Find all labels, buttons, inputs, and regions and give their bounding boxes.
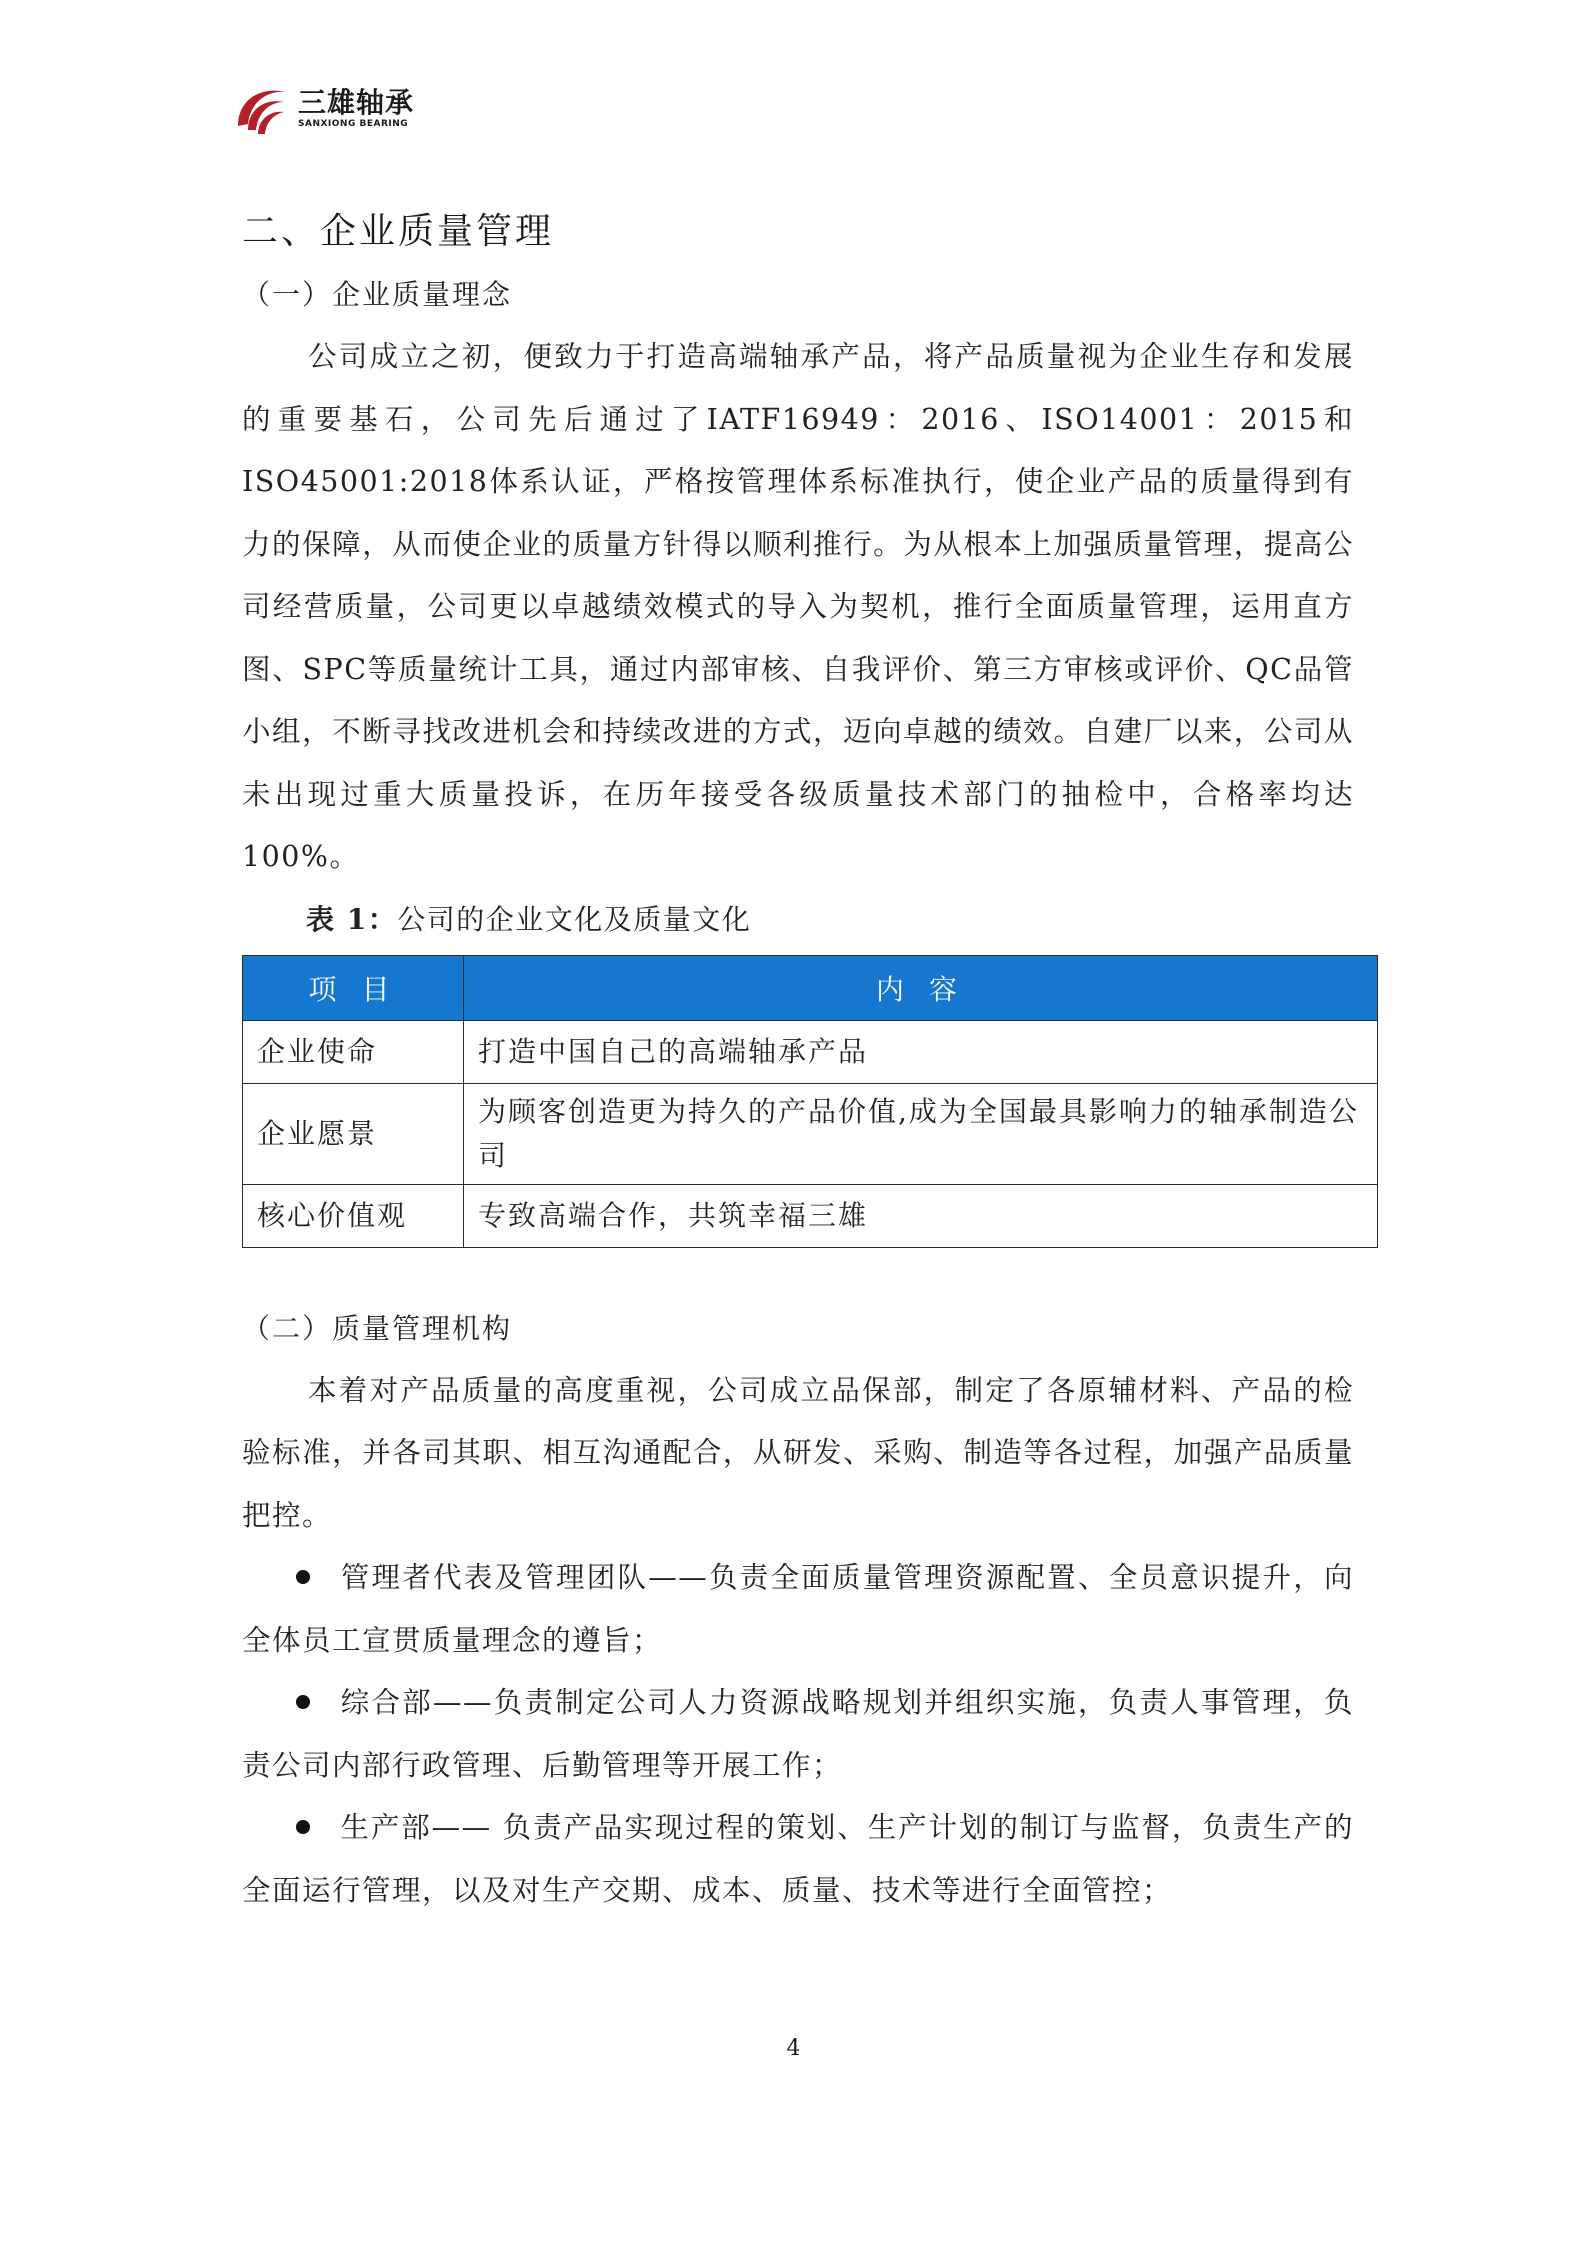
section-title: 二、企业质量管理 [242, 211, 555, 252]
table-cell-content: 为顾客创造更为持久的产品价值,成为全国最具影响力的轴承制造公司 [464, 1083, 1378, 1184]
list-item [242, 1672, 1354, 1797]
logo-chinese-name: 三雄轴承 [298, 86, 415, 119]
list-item [242, 1547, 1354, 1672]
quality-concept-paragraph: 公司成立之初，便致力于打造高端轴承产品，将产品质量视为企业生存和发展的重要基石，公司先后通过了IATF16949：2016、ISO14001：2015和ISO45001:2018体系认证，严格按管理体系标准执行，使企业产品的质量得到有力的保障，从而使企业的质量方针得以顺利推行。为从根本上加强质量管理，提高公司经营质量，公司更以卓越绩效模式的导入为契机，推行全面质量管理，运用直方图、SPC等质量统计工具，通过内部审核、自我评价、第三方审核或评价、QC品管小组，不断寻找改进机会和持续改进的方式，迈向卓越的绩效。自建厂以来，公司从未出现过重大质量投诉，在历年接受各级质量技术部门的抽检中，合格率均达100%。 [242, 340, 1354, 873]
culture-table [242, 955, 1378, 1248]
bullet-text: 综合部——负责制定公司人力资源战略规划并组织实施，负责人事管理，负责公司内部行政管理、后勤管理等开展工作； [242, 1686, 1354, 1782]
subsection-title-quality-concept: （一）企业质量理念 [242, 278, 513, 311]
table-cell-item: 企业使命 [243, 1020, 464, 1083]
table-cell-content: 打造中国自己的高端轴承产品 [464, 1020, 1378, 1083]
quality-org-paragraph: 本着对产品质量的高度重视，公司成立品保部，制定了各原辅材料、产品的检验标准，并各司其职、相互沟通配合，从研发、采购、制造等各过程，加强产品质量把控。 [242, 1373, 1354, 1532]
company-logo [232, 78, 414, 140]
bullet-icon [296, 1820, 310, 1834]
table-header-content: 内 容 [464, 955, 1378, 1020]
page-number: 4 [786, 2036, 801, 2061]
table-header-row [243, 955, 1378, 1020]
table-header-item: 项 目 [243, 955, 464, 1020]
table-caption-label: 表 1： [306, 902, 398, 936]
bullet-text: 管理者代表及管理团队——负责全面质量管理资源配置、全员意识提升，向全体员工宣贯质量理念的遵旨； [242, 1561, 1354, 1657]
bullet-icon [296, 1695, 310, 1709]
table-cell-content: 专致高端合作，共筑幸福三雄 [464, 1184, 1378, 1247]
table-row [243, 1083, 1378, 1184]
list-item [242, 1797, 1354, 1922]
table-caption-text: 公司的企业文化及质量文化 [397, 902, 752, 936]
logo-english-name: SANXIONG BEARING [298, 119, 409, 129]
table-cell-item: 企业愿景 [243, 1083, 464, 1184]
table-row [243, 1020, 1378, 1083]
bullet-text: 生产部—— 负责产品实现过程的策划、生产计划的制订与监督，负责生产的全面运行管理，以及对生产交期、成本、质量、技术等进行全面管控； [242, 1811, 1354, 1907]
logo-swoosh-icon [232, 78, 294, 140]
document-body [242, 200, 1359, 1922]
table-caption [306, 889, 1354, 951]
table-cell-item: 核心价值观 [243, 1184, 464, 1247]
subsection-title-quality-org: （二）质量管理机构 [242, 1311, 513, 1345]
table-row [243, 1184, 1378, 1247]
bullet-icon [296, 1570, 310, 1584]
